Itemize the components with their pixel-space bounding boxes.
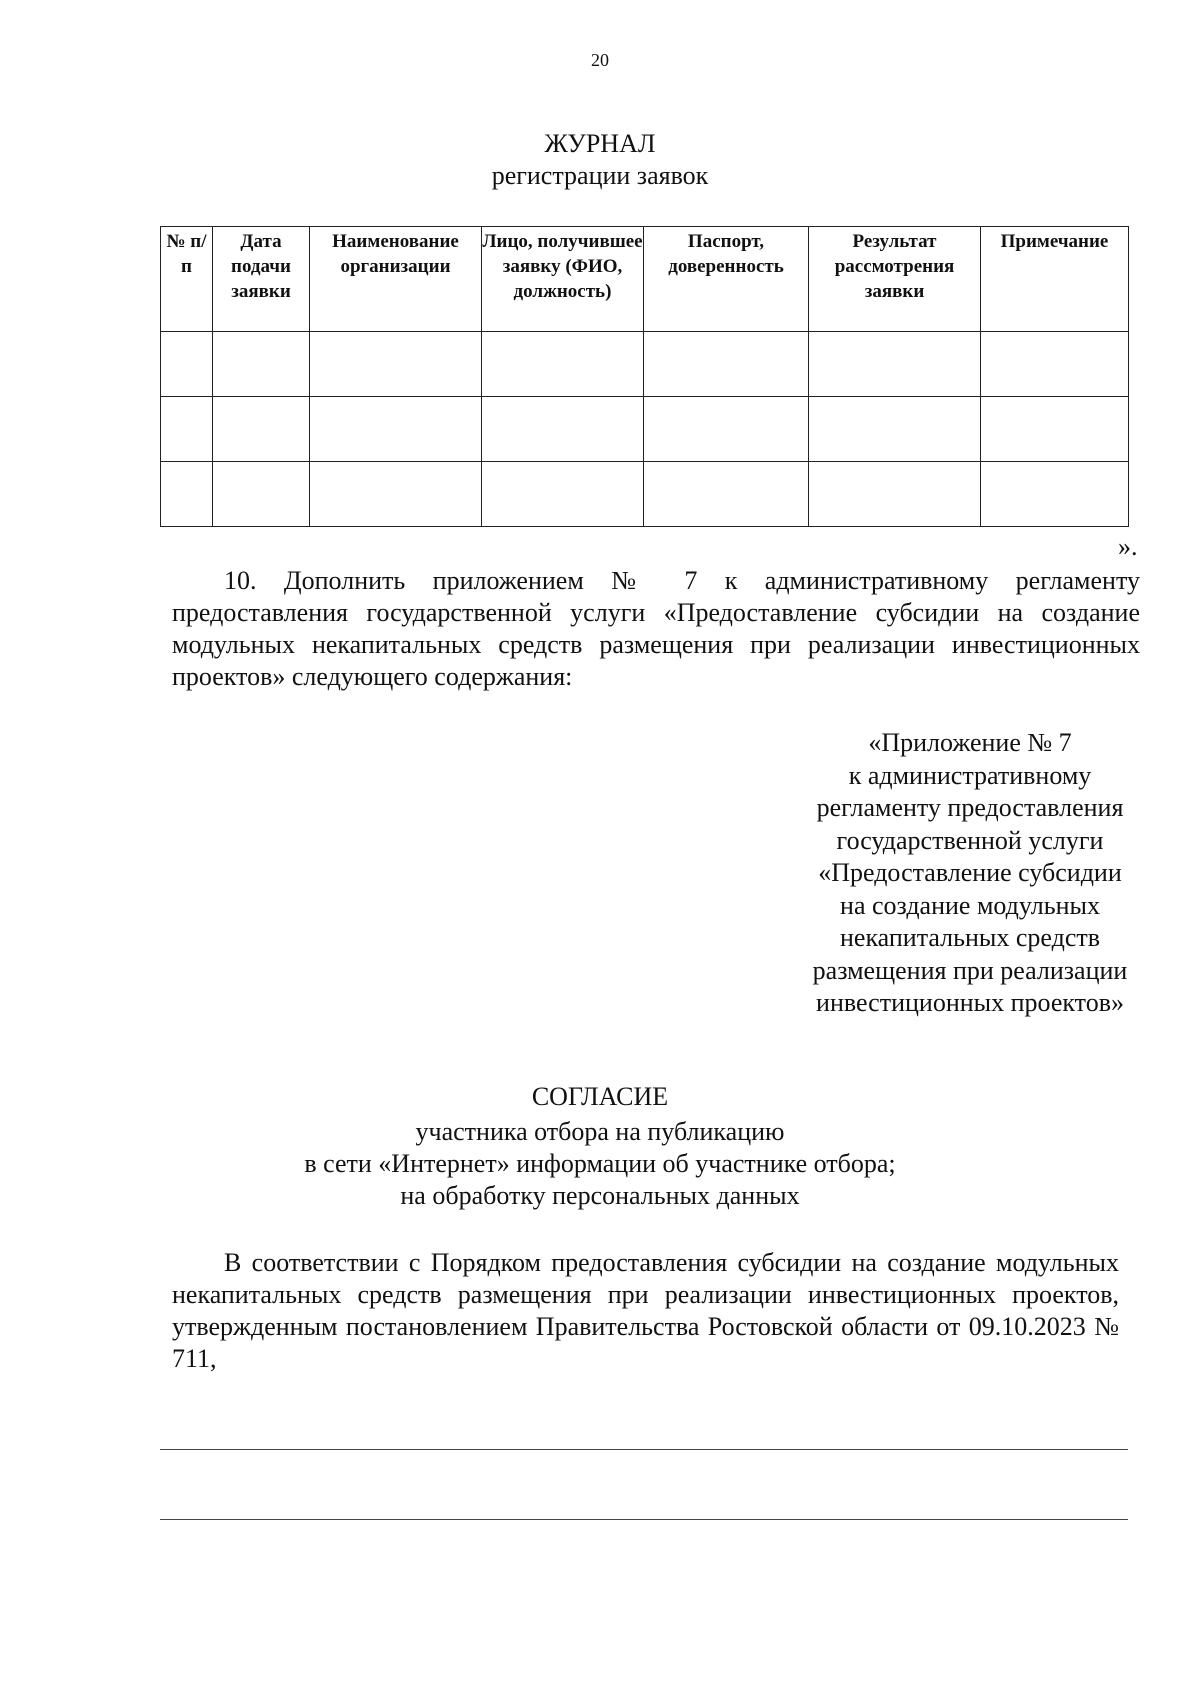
column-header-number: № п/п (161, 227, 213, 332)
column-header-date: Дата подачи заявки (213, 227, 310, 332)
journal-subtitle: регистрации заявок (491, 161, 709, 190)
table-cell (809, 332, 981, 397)
consent-subtitle-line: на обработку персональных данных (400, 1181, 800, 1210)
table-row (161, 332, 1129, 397)
journal-header-row (161, 227, 1129, 332)
appendix-heading (780, 727, 1160, 1020)
table-cell (482, 462, 644, 527)
appendix-line: некапитальных средств (839, 923, 1101, 952)
appendix-line: на создание модульных (840, 890, 1100, 920)
table-cell (161, 462, 213, 527)
table-cell (213, 332, 310, 397)
table-row (161, 397, 1129, 462)
table-cell (644, 462, 809, 527)
table-cell (213, 397, 310, 462)
appendix-line: «Предоставление субсидии (818, 858, 1122, 887)
appendix-line: «Приложение № 7 (868, 728, 1072, 757)
table-cell (981, 332, 1129, 397)
table-cell (161, 332, 213, 397)
column-header-organization: Наименование организации (310, 227, 482, 332)
table-cell (310, 462, 482, 527)
appendix-line: к административному (848, 760, 1092, 790)
table-cell (161, 397, 213, 462)
table-cell (482, 332, 644, 397)
table-cell (809, 462, 981, 527)
table-cell (213, 462, 310, 527)
column-header-result: Результат рассмотрения заявки (809, 227, 981, 332)
blank-fill-line (160, 1519, 1128, 1520)
column-header-recipient: Лицо, получившее заявку (ФИО, должность) (482, 227, 644, 332)
consent-heading (0, 1081, 1200, 1212)
consent-subtitle-line: участника отбора на публикацию (415, 1117, 785, 1146)
table-cell (310, 397, 482, 462)
closing-quote: ». (1118, 532, 1138, 561)
column-header-passport: Паспорт, доверенность (644, 227, 809, 332)
page-number: 20 (591, 50, 609, 70)
table-cell (981, 462, 1129, 527)
appendix-line: государственной услуги (836, 825, 1104, 855)
journal-heading (0, 128, 1200, 192)
consent-subtitle-line: в сети «Интернет» информации об участнике отбора; (304, 1149, 896, 1178)
table-row (161, 462, 1129, 527)
appendix-line: инвестиционных проектов» (816, 988, 1124, 1017)
journal-table (160, 226, 1129, 527)
table-cell (644, 397, 809, 462)
table-cell (981, 397, 1129, 462)
journal-title: ЖУРНАЛ (544, 129, 656, 158)
appendix-line: регламенту предоставления (816, 793, 1124, 822)
blank-fill-line (160, 1449, 1128, 1450)
appendix-line: размещения при реализации (812, 955, 1128, 985)
consent-title: СОГЛАСИЕ (531, 1082, 669, 1111)
table-cell (310, 332, 482, 397)
consent-body: В соответствии с Порядком предоставления субсидии на создание модульных некапитальных средств размещения при реализации инвестиционных проектов, утвержденным постановлением Правительства Ростовской области от 09.10.2023 № 711, (172, 1248, 1119, 1373)
column-header-note: Примечание (981, 227, 1129, 332)
table-cell (644, 332, 809, 397)
amendment-paragraph: 10. Дополнить приложением № 7 к административному регламенту предоставления государственной услуги «Предоставление субсидии на создание модульных некапитальных средств размещения при реализации инвестиционных проектов» следующего содержания: (172, 566, 1140, 691)
table-cell (482, 397, 644, 462)
table-cell (809, 397, 981, 462)
